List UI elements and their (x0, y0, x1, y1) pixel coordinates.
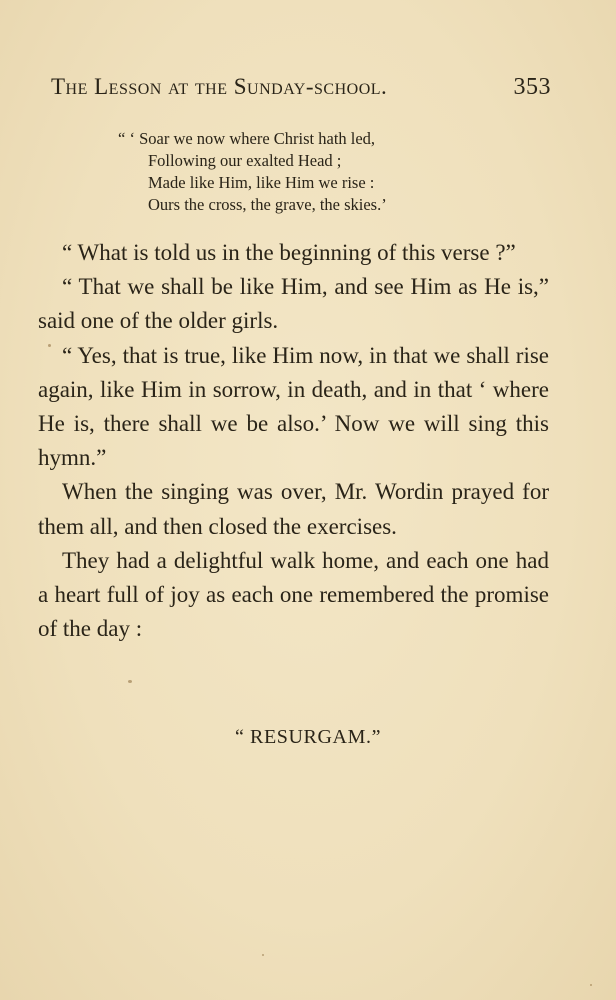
paragraph: When the singing was over, Mr. Wordin prayed for them all, and then closed the exercises. (38, 479, 549, 539)
page-number: 353 (513, 74, 551, 100)
paragraph: “ That we shall be like Him, and see Him as He is,” said one of the older girls. (38, 274, 549, 334)
paper-speck (262, 954, 264, 956)
verse-line: “ ‘ Soar we now where Christ hath led, (118, 129, 376, 148)
closing-word: “ RESURGAM.” (234, 726, 382, 748)
paper-speck (48, 344, 51, 347)
paragraph: They had a delightful walk home, and each one had a heart full of joy as each one remembered the promise of the day : (38, 547, 549, 642)
chapter-title: The Lesson at the Sunday-school. (51, 74, 388, 99)
paper-speck (128, 680, 132, 683)
paragraph: “ What is told us in the beginning of this verse ?” (62, 240, 516, 265)
paragraph: “ Yes, that is true, like Him now, in that we shall rise again, like Him in sorrow, in death, and in that ‘ where He is, there shall we be also.’ Now we will sing this hymn.” (38, 342, 549, 471)
verse-line: Made like Him, like Him we rise : (148, 173, 375, 192)
body-text (38, 236, 549, 646)
verse-line: Ours the cross, the grave, the skies.’ (148, 195, 387, 214)
verse-line: Following our exalted Head ; (148, 151, 342, 170)
paper-speck (590, 984, 592, 986)
running-head (51, 74, 551, 106)
hymn-verse (118, 128, 478, 216)
